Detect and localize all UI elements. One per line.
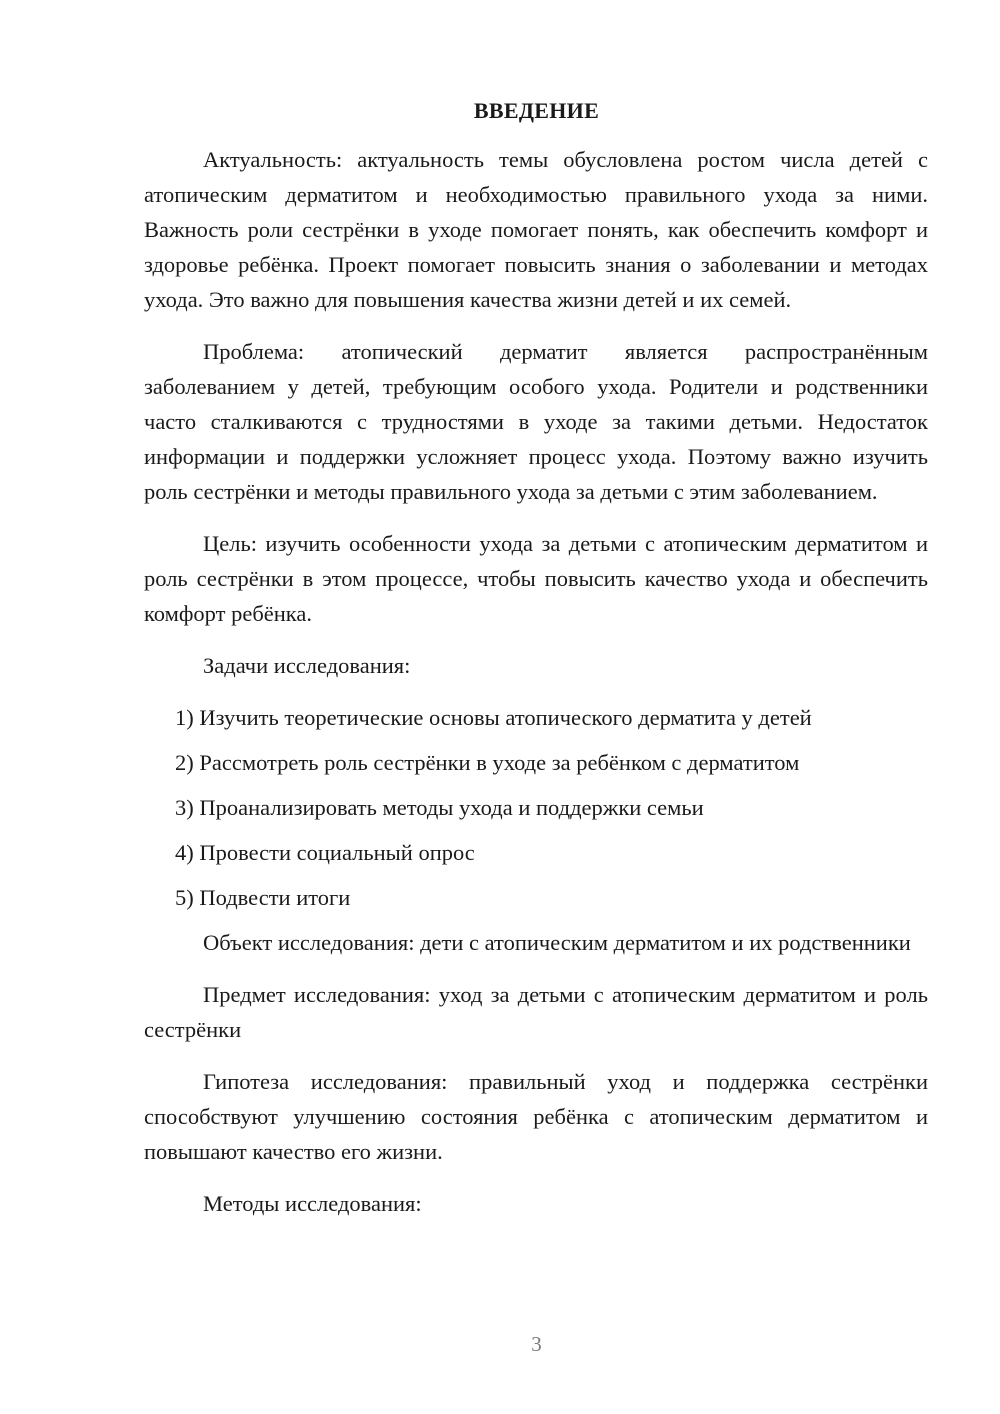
relevance-paragraph: Актуальность: актуальность темы обусловлена ростом числа детей с атопическим дерматитом и необходимостью правильного ухода за ними. Важность роли сестрёнки в уходе помогает понять, как обеспечить комфорт и здоровье ребёнка. Проект помогает повысить знания о заболевании и методах ухода. Это важно для повышения качества жизни детей и их семей.: [144, 147, 928, 312]
hypothesis-paragraph: Гипотеза исследования: правильный уход и поддержка сестрёнки способствуют улучшению состояния ребёнка с атопическим дерматитом и повышают качество его жизни.: [144, 1069, 928, 1164]
goal-paragraph: Цель: изучить особенности ухода за детьми с атопическим дерматитом и роль сестрёнки в этом процессе, чтобы повысить качество ухода и обеспечить комфорт ребёнка.: [144, 531, 928, 626]
list-item: 2) Рассмотреть роль сестрёнки в уходе за ребёнком с дерматитом: [175, 750, 800, 775]
tasks-list: [144, 700, 928, 915]
list-item: 1) Изучить теоретические основы атопического дерматита у детей: [175, 705, 812, 730]
document-body: [144, 142, 928, 1238]
methods-heading: Методы исследования:: [203, 1191, 422, 1216]
page-number: 3: [531, 1332, 542, 1356]
problem-paragraph: Проблема: атопический дерматит является распространённым заболеванием у детей, требующим особого ухода. Родители и родственники часто сталкиваются с трудностями в уходе за такими детьми. Недостаток информации и поддержки усложняет процесс ухода. Поэтому важно изучить роль сестрёнки и методы правильного ухода за детьми с этим заболеванием.: [144, 339, 928, 504]
object-paragraph: Объект исследования: дети с атопическим дерматитом и их родственники: [203, 930, 911, 955]
list-item: 5) Подвести итоги: [175, 885, 351, 910]
list-item: 4) Провести социальный опрос: [175, 840, 475, 865]
page-title: ВВЕДЕНИЕ: [473, 98, 600, 123]
list-item: 3) Проанализировать методы ухода и поддержки семьи: [175, 795, 704, 820]
tasks-heading: Задачи исследования:: [203, 653, 411, 678]
subject-paragraph: Предмет исследования: уход за детьми с атопическим дерматитом и роль сестрёнки: [144, 982, 928, 1042]
